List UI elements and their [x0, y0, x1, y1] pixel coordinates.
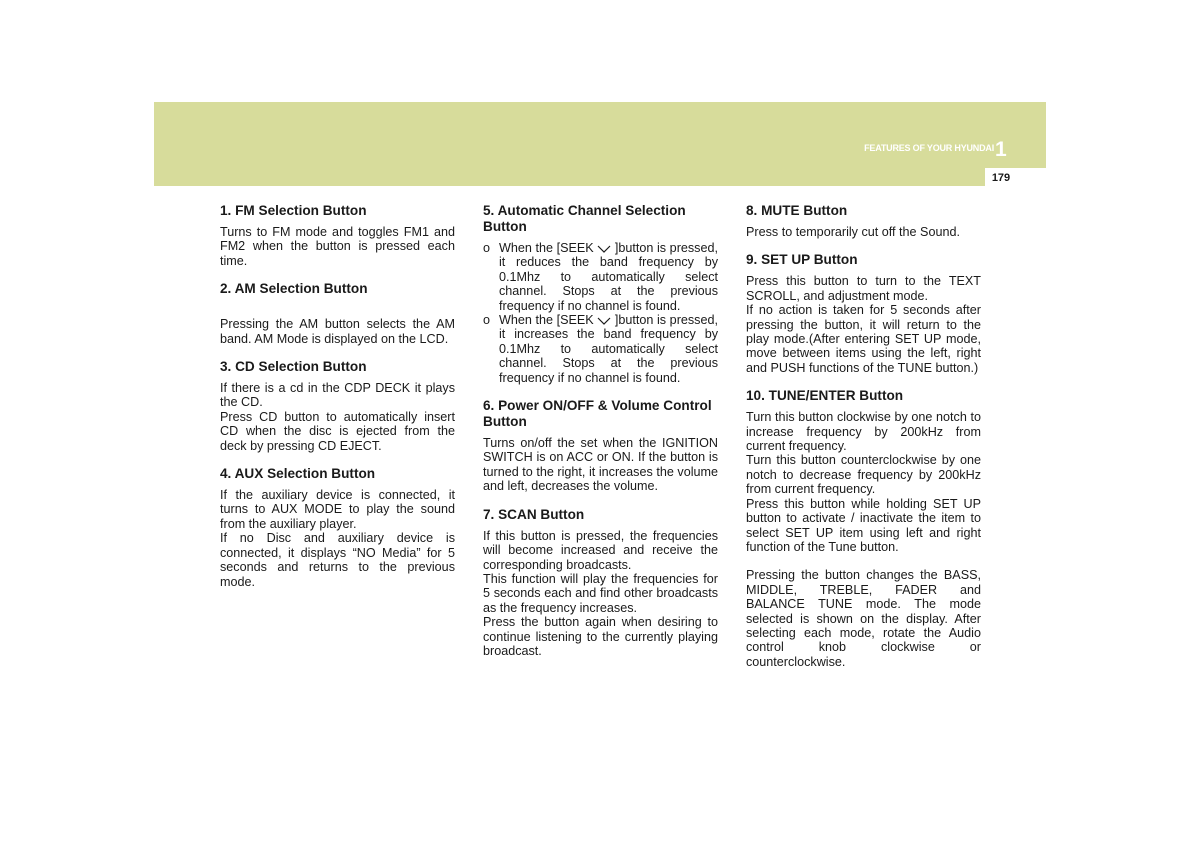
list-item	[483, 313, 718, 385]
section-fm	[220, 203, 455, 268]
bullet-marker: o	[483, 313, 491, 328]
section-auto-channel	[483, 203, 718, 385]
section-aux	[220, 466, 455, 589]
section-title: 7. SCAN Button	[483, 506, 585, 522]
section-body: If this button is pressed, the frequencies will become increased and receive the corresponding broadcasts.	[483, 528, 718, 572]
section-body: Press to temporarily cut off the Sound.	[746, 225, 960, 239]
section-body: Pressing the AM button selects the AM band. AM Mode is displayed on the LCD.	[220, 317, 455, 346]
bullet-marker: o	[483, 241, 491, 255]
section-title: 2. AM Selection Button	[220, 281, 368, 297]
section-mute	[746, 203, 981, 239]
section-body: Turn this button counterclockwise by one notch to decrease frequency by 200kHz from current frequency.	[746, 453, 981, 497]
section-body: If no Disc and auxiliary device is connected, it displays “NO Media” for 5 seconds and returns to the previous mode.	[220, 531, 455, 589]
spacer	[220, 303, 455, 317]
column-1	[220, 203, 455, 602]
list-item-text: ]button is pressed, it reduces the band frequency by 0.1Mhz to automatically select channel. Stops at the previous frequency if no channel is found.	[499, 241, 718, 313]
section-body: Turns to FM mode and toggles FM1 and FM2 when the button is pressed each time.	[220, 225, 455, 268]
section-body: Press this button to turn to the TEXT SCROLL, and adjustment mode.	[746, 274, 981, 303]
section-title: 3. CD Selection Button	[220, 359, 367, 375]
list-item-text: ]button is pressed, it increases the band frequency by 0.1Mhz to automatically select channel. Stops at the previous frequency if no channel is found.	[499, 313, 718, 385]
seek-down-chevron-icon	[597, 245, 611, 253]
list-item-text: When the [SEEK	[499, 241, 594, 255]
section-body: If there is a cd in the CDP DECK it plays the CD.	[220, 381, 455, 410]
list-item-text: When the [SEEK	[499, 313, 594, 328]
section-body: If the auxiliary device is connected, it turns to AUX MODE to play the sound from the auxiliary player.	[220, 488, 455, 531]
section-am	[220, 281, 455, 346]
section-cd	[220, 359, 455, 453]
list-item	[483, 241, 718, 313]
section-body: Press CD button to automatically insert CD when the disc is ejected from the deck by pressing CD EJECT.	[220, 409, 455, 453]
section-title: 1. FM Selection Button	[220, 203, 367, 218]
section-title: 9. SET UP Button	[746, 252, 858, 268]
chapter-title: FEATURES OF YOUR HYUNDAI	[864, 143, 994, 153]
chapter-number: 1	[995, 138, 1007, 161]
section-title: 4. AUX Selection Button	[220, 466, 376, 482]
spacer	[746, 554, 981, 568]
section-body: Press this button while holding SET UP button to activate / inactivate the item to select SET UP item using left and right function of the Tune button.	[746, 496, 981, 554]
section-body: Turn this button clockwise by one notch to increase frequency by 200kHz from current frequency.	[746, 410, 981, 454]
seek-up-chevron-icon	[597, 317, 611, 325]
section-power-volume	[483, 398, 718, 494]
section-tune-enter	[746, 388, 981, 669]
section-title: 6. Power ON/OFF & Volume Control Button	[483, 398, 712, 430]
column-2	[483, 203, 718, 671]
column-3	[746, 203, 981, 682]
section-body: Turns on/off the set when the IGNITION SWITCH is on ACC or ON. If the button is turned to the right, it increases the volume and left, decreases the volume.	[483, 436, 718, 494]
section-title: 5. Automatic Channel Selection Button	[483, 203, 686, 234]
section-setup	[746, 252, 981, 375]
section-title: 8. MUTE Button	[746, 203, 848, 218]
section-title: 10. TUNE/ENTER Button	[746, 388, 904, 404]
section-body: Press the button again when desiring to continue listening to the currently playing broadcast.	[483, 615, 718, 658]
section-body: This function will play the frequencies for 5 seconds each and find other broadcasts as the frequency increases.	[483, 571, 718, 615]
section-body: Pressing the button changes the BASS, MIDDLE, TREBLE, FADER and BALANCE TUNE mode. The mode selected is shown on the display. After selecting each mode, rotate the Audio control knob clockwise or counterclockwise.	[746, 568, 981, 669]
section-body: If no action is taken for 5 seconds after pressing the button, it will return to the play mode.(After entering SET UP mode, move between items using the left, right and PUSH functions of the TUNE button.)	[746, 303, 981, 375]
page-number: 179	[991, 172, 1011, 184]
section-scan	[483, 507, 718, 659]
